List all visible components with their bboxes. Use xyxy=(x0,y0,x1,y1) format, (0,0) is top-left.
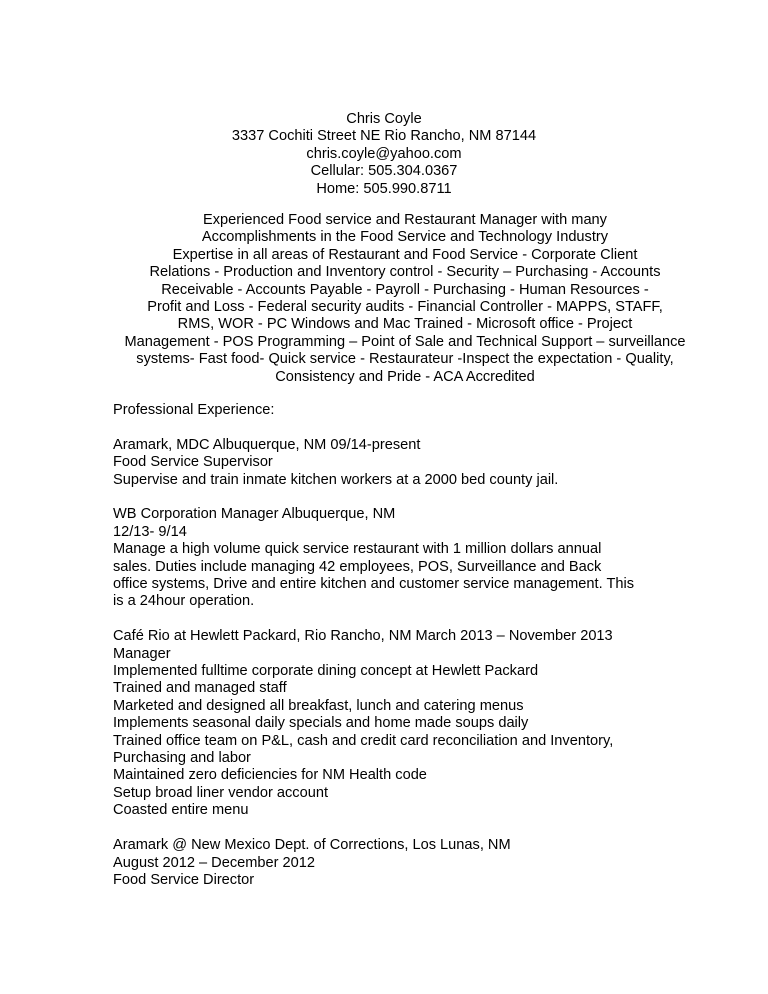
spacer xyxy=(113,419,753,436)
summary-line: Consistency and Pride - ACA Accredited xyxy=(275,368,535,385)
email-address: chris.coyle@yahoo.com xyxy=(306,145,462,162)
summary-line: RMS, WOR - PC Windows and Mac Trained - Microsoft office - Project xyxy=(177,316,633,333)
job-description: office systems, Drive and entire kitchen and customer service management. This xyxy=(113,576,635,593)
spacer xyxy=(113,611,753,628)
section-title: Professional Experience: xyxy=(113,402,275,418)
job-employer: Aramark @ New Mexico Dept. of Corrections, Los Lunas, NM xyxy=(113,837,511,854)
job-employer: Aramark, MDC Albuquerque, NM 09/14-present xyxy=(113,436,421,453)
job-duty: Setup broad liner vendor account xyxy=(113,784,328,801)
job-duty: Trained office team on P&L, cash and credit card reconciliation and Inventory, xyxy=(113,732,614,749)
summary-line: Expertise in all areas of Restaurant and Food Service - Corporate Client xyxy=(172,246,638,263)
spacer xyxy=(113,820,753,837)
summary-line: Receivable - Accounts Payable - Payroll - Purchasing - Human Resources - xyxy=(161,281,649,298)
job-employer: WB Corporation Manager Albuquerque, NM xyxy=(113,506,396,523)
job-dates: 12/13- 9/14 xyxy=(113,523,187,540)
job-duty: Marketed and designed all breakfast, lunch and catering menus xyxy=(113,697,524,714)
summary-line: Experienced Food service and Restaurant Manager with many xyxy=(203,212,607,228)
summary-line: Accomplishments in the Food Service and Technology Industry xyxy=(201,229,609,246)
cellular-phone: Cellular: 505.304.0367 xyxy=(310,163,458,180)
job-duty: Maintained zero deficiencies for NM Health code xyxy=(113,767,427,784)
job-duty: Implemented fulltime corporate dining concept at Hewlett Packard xyxy=(113,663,539,680)
summary-line: systems- Fast food- Quick service - Restaurateur -Inspect the expectation - Quality, xyxy=(136,351,674,368)
job-entry-aramark-mdc xyxy=(113,437,753,489)
street-address: 3337 Cochiti Street NE Rio Rancho, NM 87144 xyxy=(231,128,537,145)
job-title: Food Service Supervisor xyxy=(113,454,273,471)
job-duty: Coasted entire menu xyxy=(113,802,249,819)
summary-line: Profit and Loss - Federal security audits - Financial Controller - MAPPS, STAFF, xyxy=(147,299,663,316)
contact-header xyxy=(0,111,768,198)
job-entry-cafe-rio xyxy=(113,628,753,819)
summary-line: Management - POS Programming – Point of Sale and Technical Support – surveillance xyxy=(124,333,686,350)
job-duty: Trained and managed staff xyxy=(113,680,287,697)
job-entry-aramark-nm-corrections xyxy=(113,837,753,889)
job-entry-wb-corporation xyxy=(113,506,753,610)
job-duty: Implements seasonal daily specials and home made soups daily xyxy=(113,715,529,732)
experience-section xyxy=(113,402,753,889)
home-phone: Home: 505.990.8711 xyxy=(316,180,452,197)
spacer xyxy=(113,489,753,506)
job-description: Manage a high volume quick service restaurant with 1 million dollars annual xyxy=(113,541,602,558)
candidate-name: Chris Coyle xyxy=(346,111,422,127)
job-dates: August 2012 – December 2012 xyxy=(113,854,316,871)
job-title: Manager xyxy=(113,645,171,662)
job-description: sales. Duties include managing 42 employees, POS, Surveillance and Back xyxy=(113,558,602,575)
professional-summary xyxy=(0,212,768,386)
job-employer: Café Rio at Hewlett Packard, Rio Rancho, NM March 2013 – November 2013 xyxy=(113,628,613,645)
job-title: Food Service Director xyxy=(113,871,255,888)
job-duty: Purchasing and labor xyxy=(113,750,251,767)
summary-line: Relations - Production and Inventory control - Security – Purchasing - Accounts xyxy=(149,264,661,281)
job-description: Supervise and train inmate kitchen workers at a 2000 bed county jail. xyxy=(113,471,559,488)
job-description: is a 24hour operation. xyxy=(113,593,255,610)
